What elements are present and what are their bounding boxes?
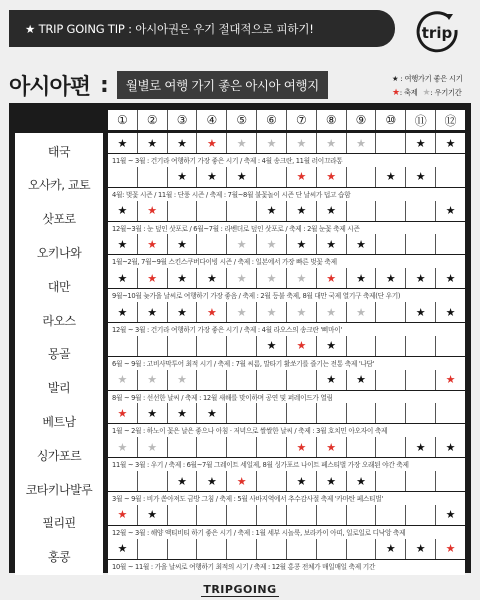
rainy-star-icon: ★	[347, 133, 377, 153]
month-cell	[436, 234, 465, 254]
best-time-star-icon: ★	[347, 471, 377, 491]
month-cell	[376, 437, 406, 457]
month-cell	[376, 370, 406, 390]
month-header-cell: ①	[108, 110, 138, 130]
destination-note: 1월~2월, 7월~9월 스킨스쿠버다이빙 시즌 / 축제 : 일본에서 가장 빠른 벚꽃 축제	[108, 255, 465, 270]
month-cell	[347, 167, 377, 187]
rainy-star-icon: ★	[138, 370, 168, 390]
tip-banner	[9, 10, 395, 47]
month-cell	[347, 201, 377, 221]
title-main: 아시아편	[9, 74, 91, 100]
month-cell	[197, 505, 227, 525]
table-row	[15, 167, 465, 203]
calendar-table	[9, 103, 471, 573]
rainy-star-icon: ★	[317, 302, 347, 322]
best-time-star-icon: ★	[138, 505, 168, 525]
month-cell	[376, 336, 406, 356]
festival-star-icon: ★	[108, 403, 138, 423]
destination-label: 삿포로	[15, 201, 103, 237]
best-time-star-icon: ★	[197, 167, 227, 187]
destination-label: 오키나와	[15, 234, 103, 270]
table-row	[15, 336, 465, 372]
rainy-star-icon: ★	[257, 133, 287, 153]
month-cell	[257, 539, 287, 559]
month-cell	[406, 370, 436, 390]
best-time-star-icon: ★	[108, 302, 138, 322]
rainy-star-icon: ★	[108, 437, 138, 457]
footer-brand-text: TRIPGOING	[203, 583, 277, 596]
title-subtitle: 월별로 여행 가기 좋은 아시아 여행지	[117, 71, 328, 99]
table-row	[15, 471, 465, 507]
month-cell	[376, 234, 406, 254]
month-cells	[108, 133, 465, 153]
table-row	[15, 539, 465, 575]
best-time-star-icon: ★	[197, 403, 227, 423]
month-cell	[436, 167, 465, 187]
month-cell	[376, 505, 406, 525]
destination-note: 12월 ~ 3월 : 해양 액티비티 하기 좋은 시기 / 축제 : 1월 세부 시놀룩, 보라카이 아띠, 일로일로 디낙앙 축제	[108, 526, 465, 541]
title-colon: :	[100, 72, 109, 98]
table-row	[15, 370, 465, 406]
month-header-cell: ⑥	[257, 110, 287, 130]
month-cell	[227, 437, 257, 457]
month-cell	[257, 437, 287, 457]
month-cell	[257, 505, 287, 525]
best-time-star-icon: ★	[347, 268, 377, 288]
table-row	[15, 403, 465, 439]
month-cells	[108, 201, 465, 221]
footer-brand	[0, 578, 480, 597]
best-time-star-icon: ★	[445, 305, 456, 319]
month-cells	[108, 539, 465, 559]
month-cell	[257, 167, 287, 187]
month-cell	[317, 505, 347, 525]
festival-star-icon: ★	[445, 542, 456, 556]
best-time-star-icon: ★	[376, 268, 406, 288]
destination-note: 10월 ~ 11월 : 가을 날씨로 여행하기 최적의 시기 / 축제 : 12월 홍콩 전체가 매일매일 축제 기간	[108, 560, 465, 575]
table-row	[15, 268, 465, 304]
month-header-cell: ⑨	[347, 110, 377, 130]
month-cell	[347, 539, 377, 559]
month-cell	[108, 167, 138, 187]
month-cell	[197, 437, 227, 457]
month-cell	[317, 539, 347, 559]
destination-label: 오사카, 교토	[15, 167, 103, 203]
month-cell	[287, 539, 317, 559]
best-time-star-icon: ★	[317, 234, 347, 254]
festival-star-icon: ★	[108, 505, 138, 525]
destination-note: 4월: 벚꽃 시즌 / 11월 : 단풍 시즌 / 축제 : 7월~8월 불꽃놀이 시즌 단 날씨가 덥고 습함	[108, 188, 465, 203]
month-cell	[227, 370, 257, 390]
destination-label: 라오스	[15, 302, 103, 338]
destination-label: 코타키나발루	[15, 471, 103, 507]
legend	[392, 72, 462, 100]
festival-star-icon: ★	[287, 437, 317, 457]
month-cell	[168, 539, 198, 559]
month-cells	[108, 302, 465, 322]
destination-label: 대만	[15, 268, 103, 304]
table-row	[15, 505, 465, 541]
month-cell	[197, 336, 227, 356]
month-header	[108, 110, 465, 130]
month-cell	[227, 505, 257, 525]
festival-star-icon: ★	[317, 437, 347, 457]
festival-star-icon: ★	[445, 373, 456, 387]
legend-best: ★ : 여행가기 좋은 시기	[392, 74, 463, 83]
month-cells	[108, 437, 465, 457]
best-time-star-icon: ★	[197, 268, 227, 288]
festival-star-icon: ★	[287, 336, 317, 356]
month-cell	[287, 505, 317, 525]
page-title	[9, 68, 328, 102]
month-cells	[108, 167, 465, 187]
month-cell	[406, 201, 436, 221]
best-time-star-icon: ★	[257, 201, 287, 221]
month-cell	[376, 133, 406, 153]
month-cell	[138, 471, 168, 491]
best-time-star-icon: ★	[406, 539, 436, 559]
month-cell	[376, 201, 406, 221]
month-header-cell: ⑧	[317, 110, 347, 130]
trip-logo-text: trip	[421, 24, 453, 42]
best-time-star-icon: ★	[287, 201, 317, 221]
rainy-star-icon: ★	[108, 370, 138, 390]
destination-note: 3월 ~ 9월 : 비가 쏟아져도 금방 그침 / 축제 : 5월 사바지역에서 추수감사절 축제 '카마탄 페스티벌'	[108, 492, 465, 507]
festival-star-icon: ★	[317, 268, 347, 288]
month-cell	[138, 539, 168, 559]
destination-note: 12월~3월 : 눈 덮인 삿포로 / 6월~7월 : 라벤더로 덮인 삿포로 / 축제 : 2월 눈꽃 축제 시즌	[108, 222, 465, 237]
best-time-star-icon: ★	[317, 201, 347, 221]
rainy-star-icon: ★	[287, 268, 317, 288]
festival-star-icon: ★	[227, 471, 257, 491]
destination-label: 베트남	[15, 403, 103, 439]
trip-logo	[412, 8, 462, 58]
month-cell	[197, 201, 227, 221]
best-time-star-icon: ★	[445, 204, 456, 218]
month-cell	[168, 437, 198, 457]
festival-star-icon: ★	[317, 167, 347, 187]
festival-star-icon: ★	[138, 234, 168, 254]
month-header-cell: ②	[138, 110, 168, 130]
rainy-star-icon: ★	[287, 302, 317, 322]
best-time-star-icon: ★	[168, 167, 198, 187]
rainy-star-icon: ★	[287, 133, 317, 153]
best-time-star-icon: ★	[445, 508, 456, 522]
festival-star-icon: ★	[197, 302, 227, 322]
best-time-star-icon: ★	[168, 403, 198, 423]
month-cells	[108, 234, 465, 254]
month-cell	[197, 234, 227, 254]
table-row	[15, 437, 465, 473]
month-cell	[257, 370, 287, 390]
month-cell	[168, 505, 198, 525]
best-time-star-icon: ★	[445, 271, 456, 285]
best-time-star-icon: ★	[445, 136, 456, 150]
month-cell	[347, 336, 377, 356]
month-cells	[108, 403, 465, 423]
rainy-star-icon: ★	[257, 268, 287, 288]
month-header-cell: ⑤	[227, 110, 257, 130]
month-cell	[347, 403, 377, 423]
month-cell	[436, 471, 465, 491]
festival-star-icon: ★	[197, 133, 227, 153]
rainy-star-icon: ★	[227, 302, 257, 322]
best-time-star-icon: ★	[406, 302, 436, 322]
month-cell	[227, 336, 257, 356]
best-time-star-icon: ★	[287, 471, 317, 491]
month-cell	[376, 471, 406, 491]
best-time-star-icon: ★	[168, 268, 198, 288]
best-time-star-icon: ★	[347, 234, 377, 254]
best-time-star-icon: ★	[197, 471, 227, 491]
best-time-star-icon: ★	[108, 268, 138, 288]
best-time-star-icon: ★	[376, 539, 406, 559]
month-cell	[436, 336, 465, 356]
best-time-star-icon: ★	[406, 268, 436, 288]
table-row	[15, 133, 465, 169]
best-time-star-icon: ★	[287, 234, 317, 254]
month-cells	[108, 336, 465, 356]
month-cell	[376, 403, 406, 423]
month-cell	[406, 471, 436, 491]
month-header-cell: ⑪	[406, 110, 436, 130]
best-time-star-icon: ★	[406, 133, 436, 153]
month-cell	[376, 302, 406, 322]
destination-label: 싱가포르	[15, 437, 103, 473]
month-cells	[108, 370, 465, 390]
festival-star-icon: ★	[392, 88, 400, 98]
best-time-star-icon: ★	[347, 370, 377, 390]
rainy-star-icon: ★	[138, 437, 168, 457]
destination-note: 9월~10월 늦가을 날씨로 여행하기 가장 좋음 / 축제 : 2월 등불 축제, 8월 대만 국제 열기구 축제(단 우기)	[108, 289, 465, 304]
month-cell	[257, 403, 287, 423]
month-cell	[436, 403, 465, 423]
rainy-star-icon: ★	[347, 302, 377, 322]
month-cell	[287, 370, 317, 390]
best-time-star-icon: ★	[108, 539, 138, 559]
month-cell	[168, 201, 198, 221]
best-time-star-icon: ★	[376, 167, 406, 187]
destination-label: 필리핀	[15, 505, 103, 541]
table-row	[15, 201, 465, 237]
rainy-star-icon: ★	[227, 234, 257, 254]
destination-label: 홍콩	[15, 539, 103, 575]
table-row	[15, 234, 465, 270]
month-header-cell: ④	[197, 110, 227, 130]
month-cell	[138, 167, 168, 187]
festival-star-icon: ★	[138, 201, 168, 221]
month-cells	[108, 268, 465, 288]
legend-festival: : 축제	[399, 88, 418, 97]
month-cell	[347, 505, 377, 525]
destination-note: 8월 ~ 9월 : 선선한 날씨 / 축제 : 12월 새해를 맞이하며 공연 및 퍼레이드가 열림	[108, 391, 465, 406]
month-header-cell: ⑫	[444, 113, 457, 128]
best-time-star-icon: ★	[168, 234, 198, 254]
best-time-star-icon: ★	[108, 201, 138, 221]
destination-note: 6월 ~ 9월 : 고비사막투어 최적 시기 / 축제 : 7월 씨름, 말타기 활쏘기를 즐기는 전통 축제 '나담'	[108, 357, 465, 372]
rainy-star-icon: ★	[227, 268, 257, 288]
table-row	[15, 302, 465, 338]
destination-note: 12월 ~ 3월 : 건기라 여행하기 가장 좋은 시기 / 축제 : 4월 라오스의 송크란 '삐마이'	[108, 323, 465, 338]
best-time-star-icon: ★	[108, 133, 138, 153]
month-cell	[347, 437, 377, 457]
month-cell	[406, 505, 436, 525]
month-cells	[108, 505, 465, 525]
month-header-cell: ⑦	[287, 110, 317, 130]
month-cell	[108, 471, 138, 491]
month-cell	[227, 539, 257, 559]
destination-label: 태국	[15, 133, 103, 169]
festival-star-icon: ★	[287, 167, 317, 187]
month-header-cell: ③	[168, 110, 198, 130]
best-time-star-icon: ★	[138, 133, 168, 153]
best-time-star-icon: ★	[168, 302, 198, 322]
month-cell	[168, 336, 198, 356]
rainy-star-icon: ★	[227, 133, 257, 153]
best-time-star-icon: ★	[138, 302, 168, 322]
month-cell	[406, 336, 436, 356]
best-time-star-icon: ★	[168, 471, 198, 491]
month-cell	[227, 403, 257, 423]
rainy-star-icon: ★	[257, 234, 287, 254]
best-time-star-icon: ★	[406, 167, 436, 187]
tip-banner-text: ★ TRIP GOING TIP : 아시아권은 우기 절대적으로 피하기!	[25, 21, 314, 36]
month-cell	[108, 336, 138, 356]
destination-note: 1월 ~ 2월 : 하노이 꽃은 날은 좋으나 아침 · 저녁으로 쌀쌀한 날씨 / 축제 : 3월 호치민 아오자이 축제	[108, 424, 465, 439]
month-cell	[287, 403, 317, 423]
best-time-star-icon: ★	[138, 403, 168, 423]
destination-note: 11월 ~ 3월 : 건기라 여행하기 가장 좋은 시기 / 축제 : 4월 송크란, 11월 러이끄라통	[108, 154, 465, 169]
best-time-star-icon: ★	[406, 437, 436, 457]
best-time-star-icon: ★	[257, 336, 287, 356]
month-cell	[406, 234, 436, 254]
month-cell	[257, 471, 287, 491]
best-time-star-icon: ★	[317, 370, 347, 390]
month-cell	[138, 336, 168, 356]
month-cell	[406, 403, 436, 423]
festival-star-icon: ★	[138, 268, 168, 288]
best-time-star-icon: ★	[445, 440, 456, 454]
best-time-star-icon: ★	[317, 336, 347, 356]
best-time-star-icon: ★	[108, 234, 138, 254]
rainy-star-icon: ★	[317, 133, 347, 153]
month-cells	[108, 471, 465, 491]
rainy-star-icon: ★	[168, 370, 198, 390]
best-time-star-icon: ★	[317, 471, 347, 491]
month-cell	[227, 201, 257, 221]
legend-rainy: : 우기기간	[430, 88, 462, 97]
month-cell	[197, 539, 227, 559]
rainy-star-icon: ★	[257, 302, 287, 322]
month-cell	[197, 370, 227, 390]
destination-label: 발리	[15, 370, 103, 406]
destination-note: 11월 ~ 3월 : 우기 / 축제 : 6월~7월 그레이트 세일제, 8월 싱가포르 나이트 페스티벌 가장 오래된 야간 축제	[108, 458, 465, 473]
rainy-star-icon: ★	[422, 88, 431, 98]
best-time-star-icon: ★	[168, 133, 198, 153]
best-time-star-icon: ★	[227, 167, 257, 187]
month-cell	[317, 403, 347, 423]
month-header-cell: ⑩	[376, 110, 406, 130]
destination-label: 몽골	[15, 336, 103, 372]
